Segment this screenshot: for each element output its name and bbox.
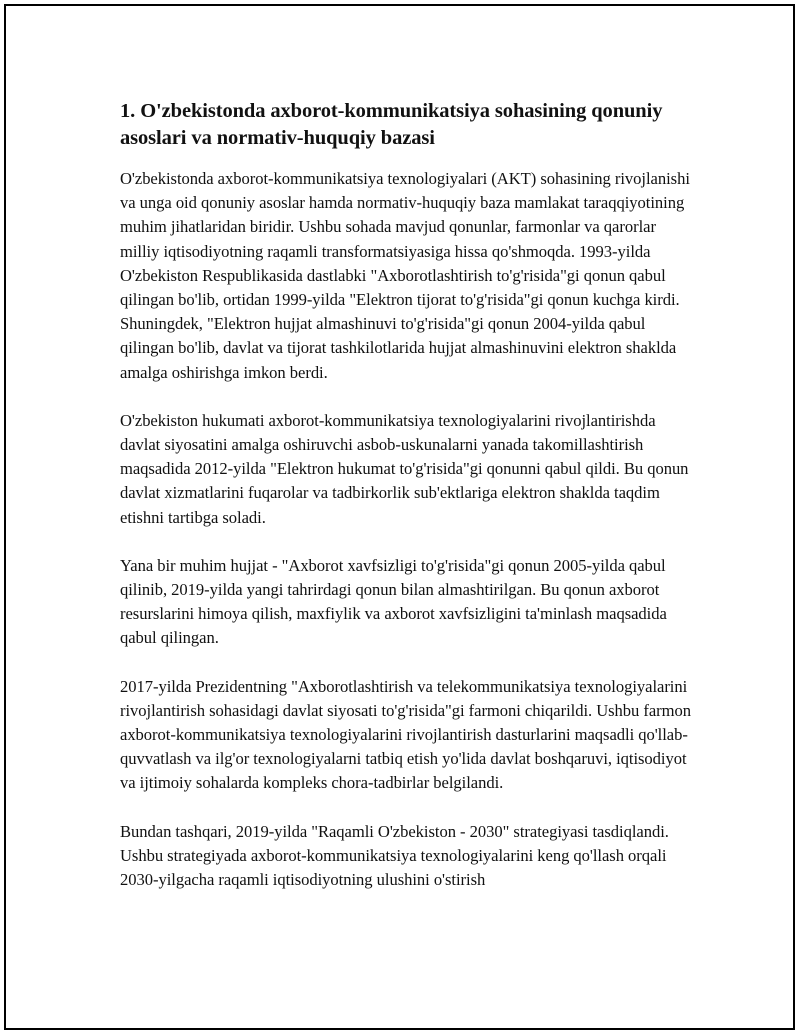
paragraph-4: 2017-yilda Prezidentning "Axborotlashtirish va telekommunikatsiya texnologiyalarini rivojlantirish sohasidagi davlat siyosati to'g'risida"gi farmoni chiqarildi. Ushbu farmon axborot-kommunikatsiya texnologiyalarini rivojlantirish dasturlarini maqsadli qo'llab-quvvatlash va ilg'or texnologiyalarni tatbiq etish yo'lida davlat boshqaruvi, iqtisodiyot va ijtimoiy sohalarda kompleks chora-tadbirlar belgilandi. [120, 676, 692, 793]
page-frame [4, 4, 795, 1030]
paragraph-5: Bundan tashqari, 2019-yilda "Raqamli O'zbekiston - 2030" strategiyasi tasdiqlandi. Ushbu strategiyada axborot-kommunikatsiya texnologiyalarini keng qo'llash orqali 2030-yilgacha raqamli iqtisodiyotning ulushini o'stirish [120, 821, 669, 890]
paragraph-2: O'zbekiston hukumati axborot-kommunikatsiya texnologiyalarini rivojlantirishda davlat siyosatini amalga oshiruvchi asbob-uskunalarni yanada takomillashtirish maqsadida 2012-yilda "Elektron hukumat to'g'risida"gi qonunni qabul qildi. Bu qonun davlat xizmatlarini fuqarolar va tadbirkorlik sub'ektlariga elektron shaklda taqdim etishni tartibga soladi. [120, 410, 689, 527]
paragraph-1: O'zbekistonda axborot-kommunikatsiya texnologiyalari (AKT) sohasining rivojlanishi va unga oid qonuniy asoslar hamda normativ-huquqiy baza mamlakat taraqqiyotining muhim jihatlaridan biridir. Ushbu sohada mavjud qonunlar, farmonlar va qarorlar milliy iqtisodiyotning raqamli transformatsiyasiga hissa qo'shmoqda. 1993-yilda O'zbekiston Respublikasida dastlabki "Axborotlashtirish to'g'risida"gi qonun qabul qilingan bo'lib, ortidan 1999-yilda "Elektron tijorat to'g'risida"gi qonun kuchga kirdi. Shuningdek, "Elektron hujjat almashinuvi to'g'risida"gi qonun 2004-yilda qabul qilingan bo'lib, davlat va tijorat tashkilotlarida hujjat almashinuvini elektron shaklda amalga oshirishga imkon berdi. [120, 169, 690, 382]
paragraph-3: Yana bir muhim hujjat - "Axborot xavfsizligi to'g'risida"gi qonun 2005-yilda qabul qilinib, 2019-yilda yangi tahrirdagi qonun bilan almashtirilgan. Bu qonun axborot resurslarini himoya qilish, maxfiylik va axborot xavfsizligini ta'minlash maqsadida qabul qilingan. [120, 555, 667, 648]
document-body [120, 98, 698, 916]
section-heading: 1. O'zbekistonda axborot-kommunikatsiya sohasining qonuniy asoslari va normativ-huquqiy bazasi [120, 100, 663, 149]
